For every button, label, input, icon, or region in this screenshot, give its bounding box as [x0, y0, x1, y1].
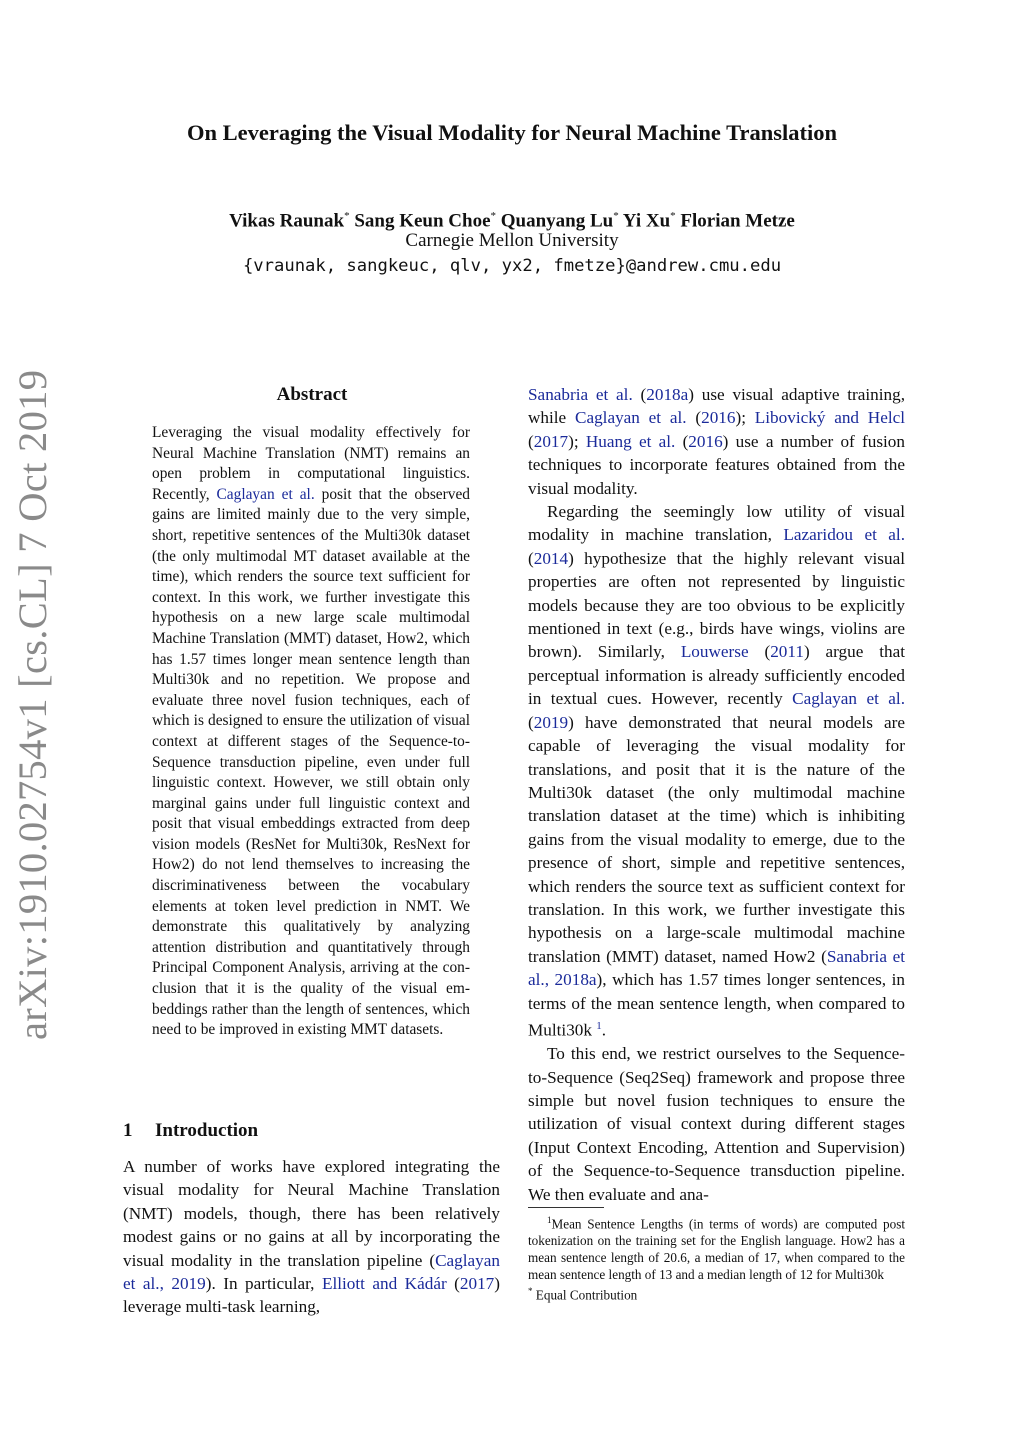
- citation-link[interactable]: 2018a: [646, 385, 689, 404]
- citation-link[interactable]: 2016: [688, 431, 723, 451]
- right-column: [528, 383, 905, 1206]
- affiliation: Carnegie Mellon University: [405, 230, 619, 251]
- citation-link[interactable]: Sanabria et al., 2018a: [528, 946, 905, 990]
- footnote-mark: *: [528, 1286, 533, 1297]
- citation-link[interactable]: Libovický and Helcl: [754, 408, 906, 428]
- intro-paragraph: Regarding the seemingly low utility of visual modality in machine translation, Lazaridou et al. (2014) hypothesize that the highly relevant visual properties are often not represented by linguistic models because they are too obvious to be explicitly mentioned in text (e.g., birds have wings, violins are brown). Similarly, Louwerse (2011) argue that perceptual information is already sufficiently encoded in textual cues. However, recently Caglayan et al. (2019) have demonstrated that neural models are capable of leveraging the visual modality for translations, and posit that it is the nature of the Multi30k dataset (the only multimodal machine translation dataset at the time) which is inhibiting gains from the visual modality to emerge, due to the presence of short, simple and repetitive sentences, which renders the source text as sufficient context for translation. In this work, we further investigate this hypothesis on a large-scale multimodal machine translation (MMT) dataset, named How2 (Sanabria et al., 2018a), which has 1.57 times longer sentences, in terms of the mean sentence length, when compared to Multi30k $^1$.: [528, 502, 906, 1040]
- footnote: [528, 1212, 905, 1283]
- footnote-rule: [528, 1207, 604, 1208]
- author-emails: {vraunak, sangkeuc, qlv, yx2, fmetze}@andrew.cmu.edu: [242, 256, 782, 276]
- footnotes: [528, 1212, 905, 1304]
- intro-paragraph: Sanabria et al. (2018a) use visual adaptive training, while Caglayan et al. (2016); Libovický and Helcl (2017); Huang et al. (2016) use a number of fusion techniques to incorporate features obtained from the visual modality.: [528, 385, 906, 498]
- equal-contribution-mark: *: [490, 210, 497, 222]
- equal-contribution-mark: *: [670, 210, 676, 222]
- citation-link[interactable]: Louwerse: [680, 642, 749, 662]
- citation-link[interactable]: Caglayan et al.: [216, 485, 315, 503]
- equal-contribution-mark: *: [344, 210, 350, 222]
- author-name: Vikas Raunak: [229, 210, 345, 232]
- intro-paragraph: To this end, we restrict ourselves to the Sequence-to-Sequence (Seq2Seq) framework and propose three simple but novel fusion techniques to ensure the utilization of visual context during different stages (Input Context Encoding, Attention and Supervision) of the Sequence-to-Sequence transduction pipeline. We then evaluate and ana-: [528, 1044, 905, 1204]
- abstract-heading: Abstract: [276, 384, 348, 405]
- citation-link[interactable]: 2014: [533, 548, 569, 568]
- abstract-body: Leveraging the visual modality effectively for Neural Machine Translation (NMT) remains an open problem in computational linguistics. Recently, Caglayan et al. posit that the observed gains are limited mainly due to the very simple, short, repetitive sentences of the Multi30k dataset (the only multimodal MT dataset available at the time), which renders the source text sufficient for context. In this work, we further investigate this hypothesis on a new large scale multimodal Machine Translation (MMT) dataset, How2, which has 1.57 times longer mean sentence length than Multi30k and no repetition. We propose and evaluate three novel fusion techniques, each of which is designed to ensure the utilization of visual context at different stages of the Sequence-to-Sequence transduction pipeline, even under full linguistic context. However, we still obtain only marginal gains under full linguistic context and posit that visual embeddings extracted from deep vision models (ResNet for Multi30k, ResNext for How2) do not lend themselves to increasing the discriminativeness between the vocabulary elements at token level prediction in NMT. We demonstrate this qualitatively by analyzing attention distribution and quantitatively through Principal Component Analysis, arriving at the conclusion that it is the quality of the visual embeddings rather than the length of sentences, which need to be improved in existing MMT datasets.: [152, 424, 470, 1039]
- section-heading-introduction: [123, 1118, 258, 1144]
- citation-link[interactable]: 2011: [770, 642, 804, 662]
- author-name: Quanyang Lu: [500, 210, 614, 232]
- author-name: Florian Metze: [680, 210, 795, 232]
- section-title: Introduction: [155, 1120, 259, 1141]
- footnote: [528, 1283, 905, 1303]
- citation-link[interactable]: Caglayan et al.: [792, 689, 905, 709]
- citation-link[interactable]: Caglayan et al., 2019: [123, 1250, 500, 1294]
- footnote-text: Equal Contribution: [535, 1287, 638, 1303]
- citation-link[interactable]: 2016: [701, 408, 736, 428]
- citation-link[interactable]: Sanabria et al.: [528, 385, 633, 404]
- citation-link[interactable]: Huang et al.: [585, 431, 676, 451]
- arxiv-stamp: arXiv:1910.02754v1 [cs.CL] 7 Oct 2019: [10, 369, 55, 1040]
- intro-paragraph: A number of works have explored integrating the visual modality for Neural Machine Translation (NMT) models, though, there has been relatively modest gains or no gains at all by incorporating the visual modality in the translation pipeline (Caglayan et al., 2019). In particular, Elliott and Kádár (2017) leverage multi-task learning,: [123, 1157, 500, 1317]
- author-name: Yi Xu: [622, 210, 671, 232]
- citation-link[interactable]: Elliott and Kádár: [321, 1274, 447, 1294]
- equal-contribution-mark: *: [613, 210, 619, 222]
- citation-link[interactable]: 2017: [533, 431, 569, 451]
- footnote-text: Mean Sentence Lengths (in terms of words) are computed post tokenization on the training set for the English language. How2 has a mean sentence length of 20.6, a median of 17, when compared to the mean sentence length of 13 and a median length of 12 for Multi30k: [528, 1216, 905, 1283]
- footnote-ref[interactable]: 1: [596, 1019, 602, 1032]
- citation-link[interactable]: Caglayan et al.: [574, 408, 687, 428]
- citation-link[interactable]: 2019: [533, 712, 569, 732]
- citation-link[interactable]: 2017: [459, 1274, 495, 1294]
- section-number: 1: [123, 1120, 133, 1141]
- author-name: Sang Keun Choe: [354, 210, 491, 232]
- citation-link[interactable]: Lazaridou et al.: [783, 525, 905, 545]
- footnote-mark: 1: [547, 1215, 552, 1225]
- paper-title: On Leveraging the Visual Modality for Neural Machine Translation: [186, 120, 837, 145]
